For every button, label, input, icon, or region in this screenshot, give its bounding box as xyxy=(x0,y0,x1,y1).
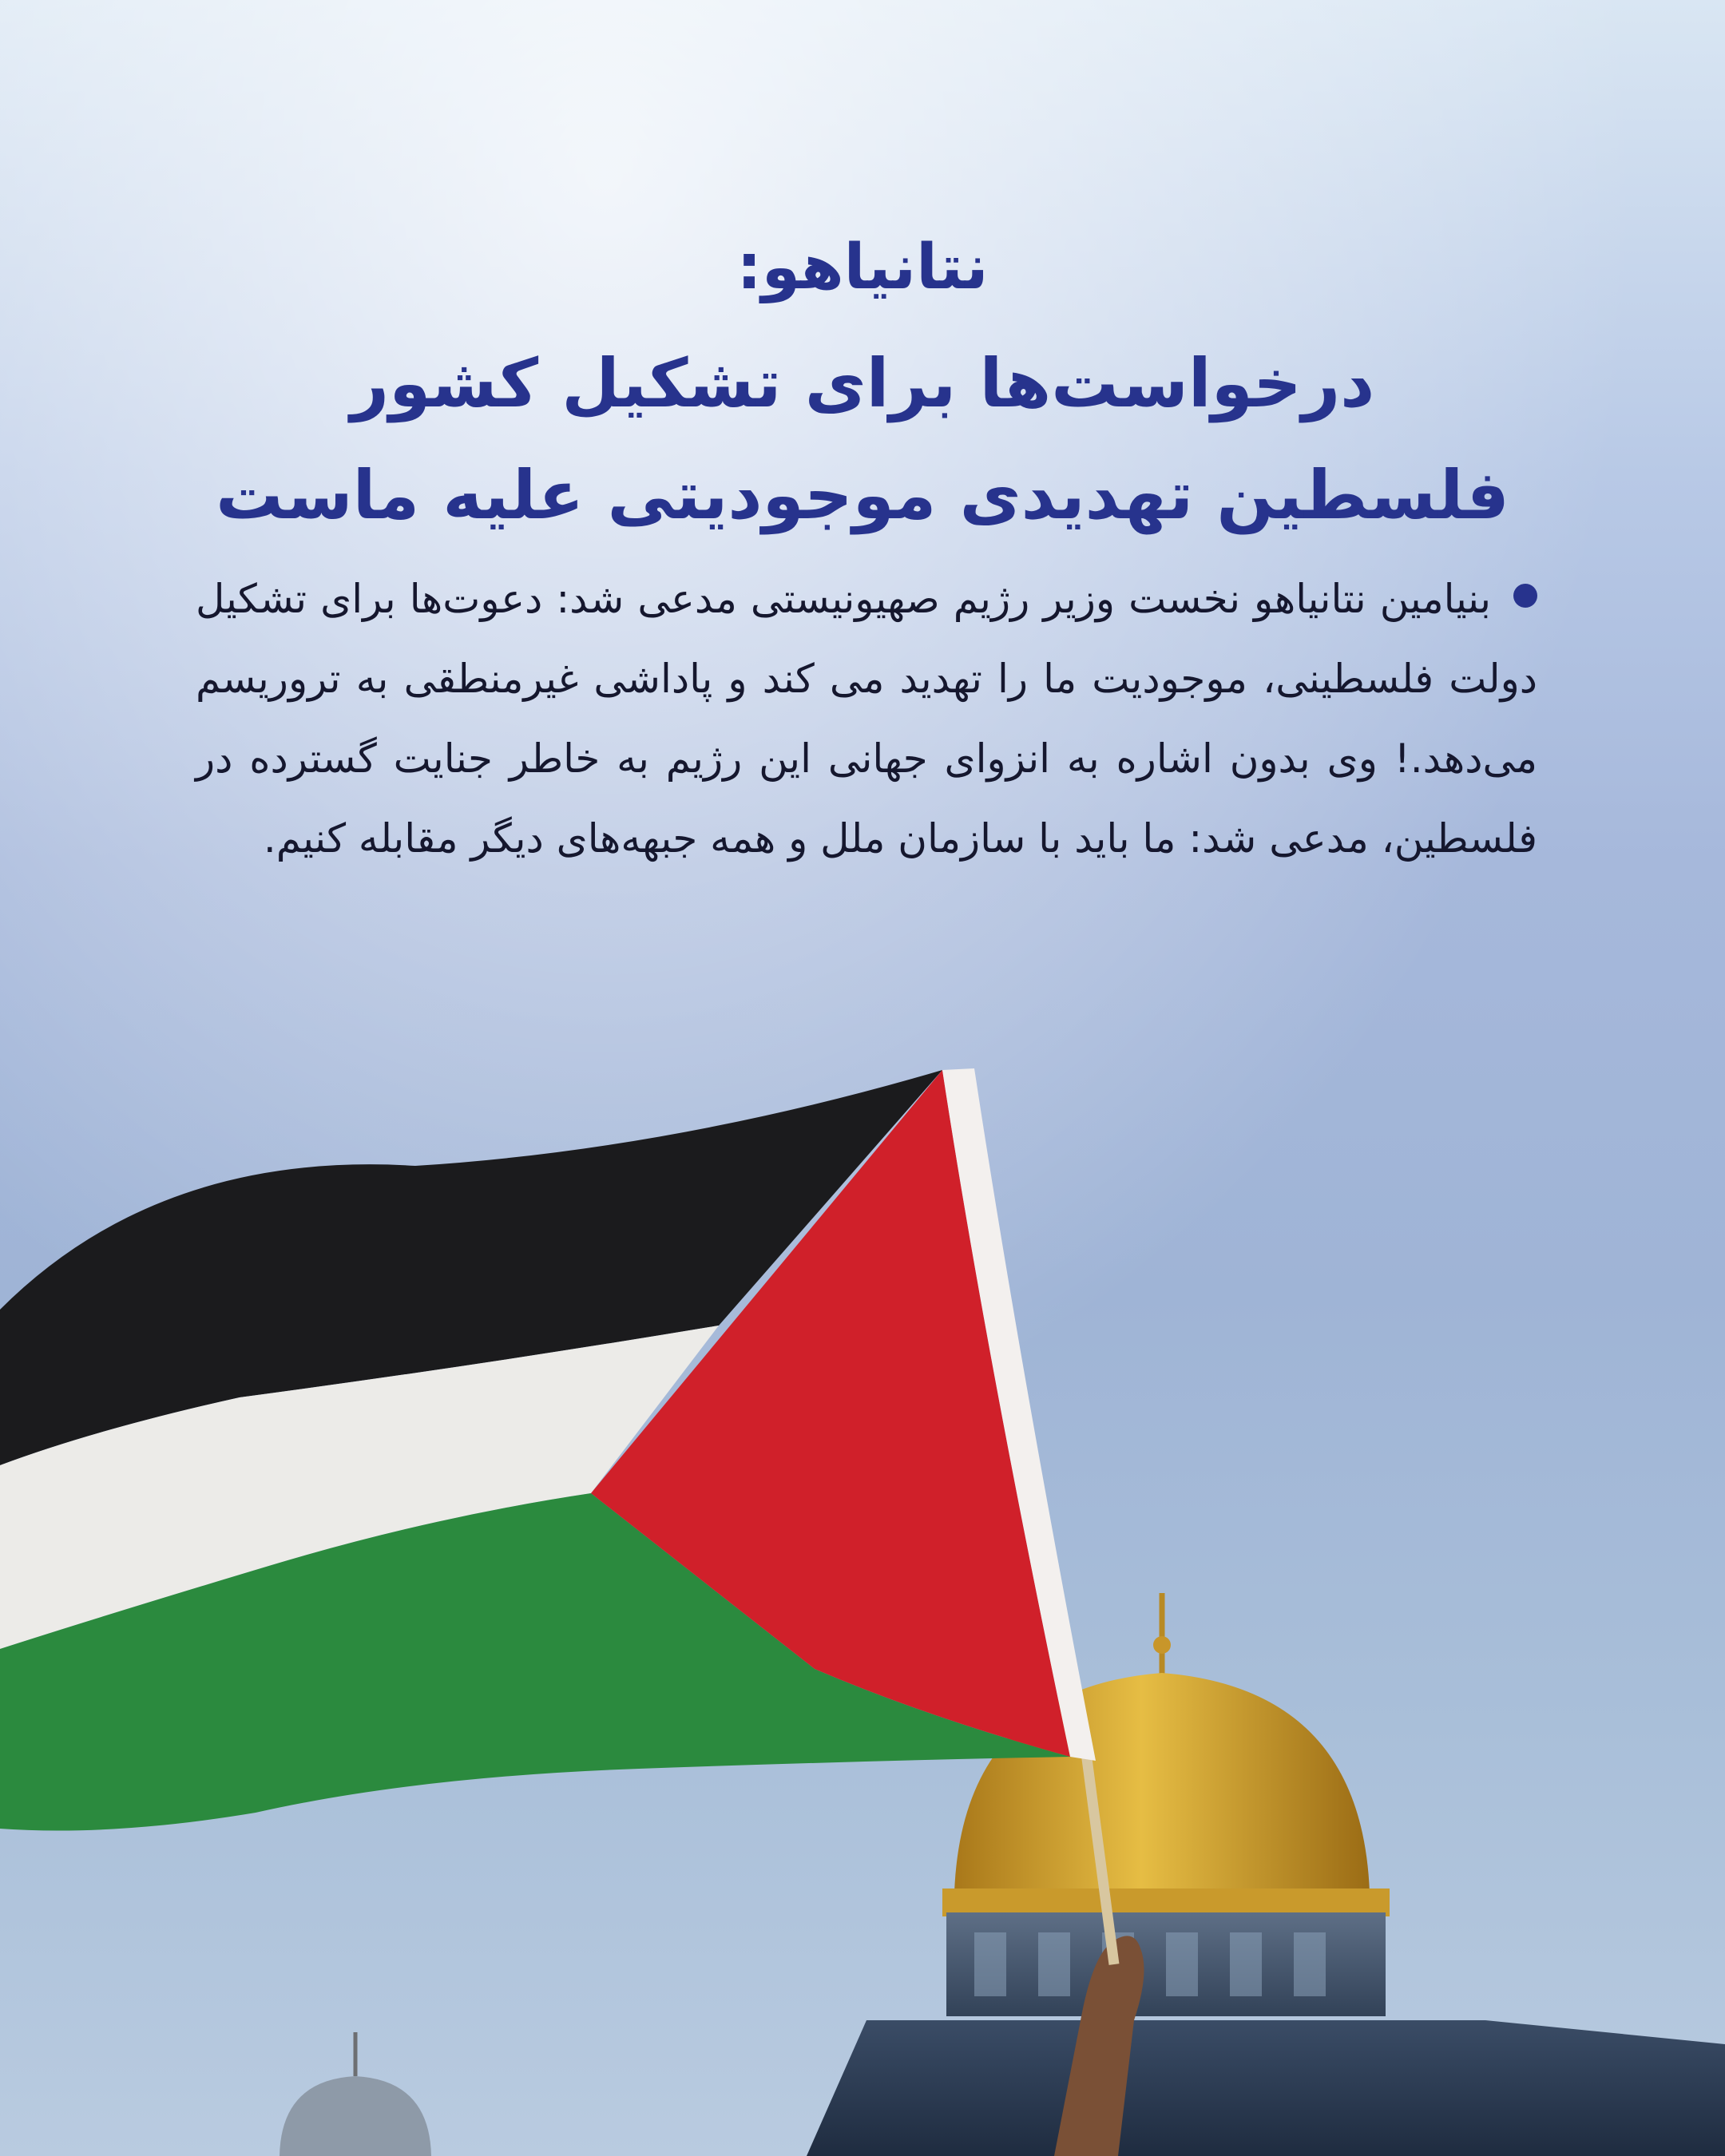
headline-kicker: نتانیاهو: xyxy=(736,232,989,303)
body-text: بنیامین نتانیاهو نخست وزیر رژیم صهیونیستی مدعی شد: دعوت‌ها برای تشکیل دولت فلسطینی، موجودیت ما را تهدید می کند و پاداشی غیرمنطقی به تروریسم می‌دهد.! وی بدون اشاره به انزوای جهانی این رژیم به خاطر جنایت گسترده در فلسطین، مدعی شد: ما باید با سازمان ملل و همه جبهه‌های دیگر مقابله کنیم. xyxy=(196,576,1537,862)
headline-title-line-1: درخواست‌ها برای تشکیل کشور xyxy=(350,344,1375,422)
headline-title-line-2: فلسطین تهدیدی موجودیتی علیه ماست xyxy=(216,456,1509,534)
bullet-icon xyxy=(1513,584,1537,608)
body-paragraph xyxy=(196,559,1537,878)
